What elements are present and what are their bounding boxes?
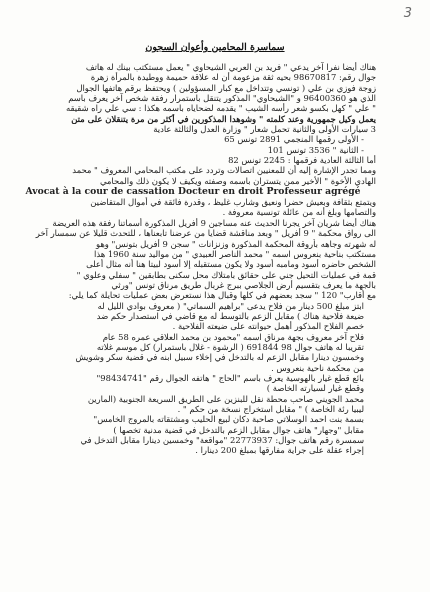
body-line: خصم الفلاح المذكور أهمل حيوانته على ضيعته الفلاحية . [172,321,364,332]
body-line: - الأولى رقمها المنجمي 2891 تونس 65 [224,134,364,145]
body-line: جوال رقم: 98670817 بحيه ثقة مزعومة أن له علاقة حميمة ووطيدة بالمرأة زهرة [90,72,376,83]
body-line: وخمسون دينارا مقابل الزعم له بالتدخل في إخلاء سبيل ابنه في قضية سكر وشويش [75,352,364,363]
body-line: محمد الجويني صاحب محطة نقل للبنزين على الطريق السريعة الجنوبية (المارين [87,393,364,404]
body-line: إجراء عقلة على جراية مفارقها بمبلغ 200 دينارا . [195,445,364,456]
body-line-latin: Avocat à la cour de cassation Docteur en droit Professeur agrégé [25,186,361,198]
body-line: يعمل وكيل جمهورية وعند كلمته " وشوهدا المذكورين في أكثر من مرة يتنقلان على متن [71,113,376,124]
page-number: 3 [403,6,412,21]
body-line: فلاح آخر معروف بجهة مرناق اسمه "محمود بن محمد العلاقي عمره 58 عام [102,331,364,342]
body-line: الى رواق محكمة " 9 أفريل " وبعد مناقشة قضايا من عرضنا تابعناها ، للتحدث قليلا عن سمسار آخر [35,228,376,239]
body-line: مستكتب بناحية بنعروس اسمه " محمد الناصر العبيدي " من مواليد سنة 1960 هذا [94,248,376,259]
body-line: سمسرة رقم هاتف جوال: 22773937 "مواقعة" وخمسين دينارا مقابل التدخل في [80,435,364,446]
body-line: بائع قطع غيار بالهوسية يعرف باسم "الحاج " هاتفه الجوال رقم "98434741" [96,372,364,383]
body-line: أما الثالثة العادية فرقمها : 2245 تونس 82 [228,155,376,166]
body-line: - الثانية " 3536 تونس 101 [267,144,364,155]
body-line: الذي هو 96400360 و "الشيحاوي" المذكور يتنقل باستمرار رفقة شخص آخر يعرف باسم [68,93,376,104]
body-line: الهادي الأخوة " الأخير ممن يتستران باسمه وصفته ويكيف لا يكون ذلك والمحامي [99,175,376,186]
body-line: قمة في عمليات التحيل جني على حقائق بامتلاك محل سكنى بطابقين " سفلي وعلوي " [76,269,376,280]
body-line: ضيعة فلاحية هناك ) مقابل الزعم بالتوسط له مع قاضي في استصدار حكم ضد [96,310,364,321]
body-line: ومما تجدر الإشارة إليه أن للمعنيين اتصالات وتردد على مكتب المحامي المعروف " محمد [72,165,376,176]
body-line: والتصامها وبلغ أنه من عائلة تونسية معروفة . [222,207,376,218]
body-line: تقريبا له هاتف جوال 98 691844 ( الرشوة - غلال باستمرار) كل موسم غلاته [96,341,364,352]
body-line: زوجة فوزي بن علي ( تونسي وتتداخل مع كبار المسؤولين ) ويحتفظ برقم هاتفها الجوال [76,82,376,93]
body-line: ليبيا رئة الخاصة ) " مقابل استخراج نسخة من حكم " . [177,404,364,414]
body-line: من محكمة ناحية بنعروس . [271,362,364,373]
body-line: هناك أيضا نفرا آخر يدعي " فريد بن العربي الشيحاوي " يعمل مستكتب بينك له هاتف [85,62,376,72]
body-line: وقطع غيار لسيارته الخاصة ) [266,383,364,394]
document-title: سماسرة المحامين وأعوان السجون [145,42,285,53]
body-line: بالجهة ما يعرف بتقسيم أرض الجلاصي ببرج غربال طريق مرناق تونس "ورثي [111,279,376,290]
body-line: بسمة بنت احمد الوسلاتي صاحبة دكان لبيع الحليب ومشتقاته بالمروج الخامس" [93,414,364,425]
body-line: هناك أيضا شريان آخر يجرنا الحديث عنه مساجين 9 أفريل المذكورة أسماتنا رفقة هذه العريضة [52,217,376,228]
body-line: مع أقارب" 120 " سجد بعضهم في كلها وقبال هذا نستعرض بعض عمليات تحايلة كما يلي: [68,290,376,301]
body-line: الشخص حاضره أسود ومامبه أسود ولا يكون مستقبله إلا أسود لبيتا هنا أنه مثال أعلى [86,259,376,270]
body-line: ابتز مبلغ 500 دينار من فلاح يدعى "براهيم السماتي" ( معروف بوادي الليل له [97,300,364,311]
body-line: 3 سيارات الأولى والثانية تحمل شعار " وزارة العدل والثالثة عادية [153,124,376,135]
body-line: مقابل "وجهار" هاتف جوال مقابل الزعم بالتدخل في قضية مدنية تخصها ) [113,424,364,435]
body-line: ويتمتع بثقافة وبعيش حضرا ونعيق وشارب غليظ ، وقدرة فائقة في أموال المتقاضين [90,197,376,208]
body-line: له شهرته وجاهه بأروقة المحكمة المذكورة وزنزانات " سجن 9 أفريل بتونس" وهو [96,238,376,249]
body-line: " علي " كهل بكسو شعر رأسه الشيب " يقدمه لضحاياه باسمه هكذا : سي علي راه شقيقه [66,103,376,114]
document-body [10,62,376,456]
